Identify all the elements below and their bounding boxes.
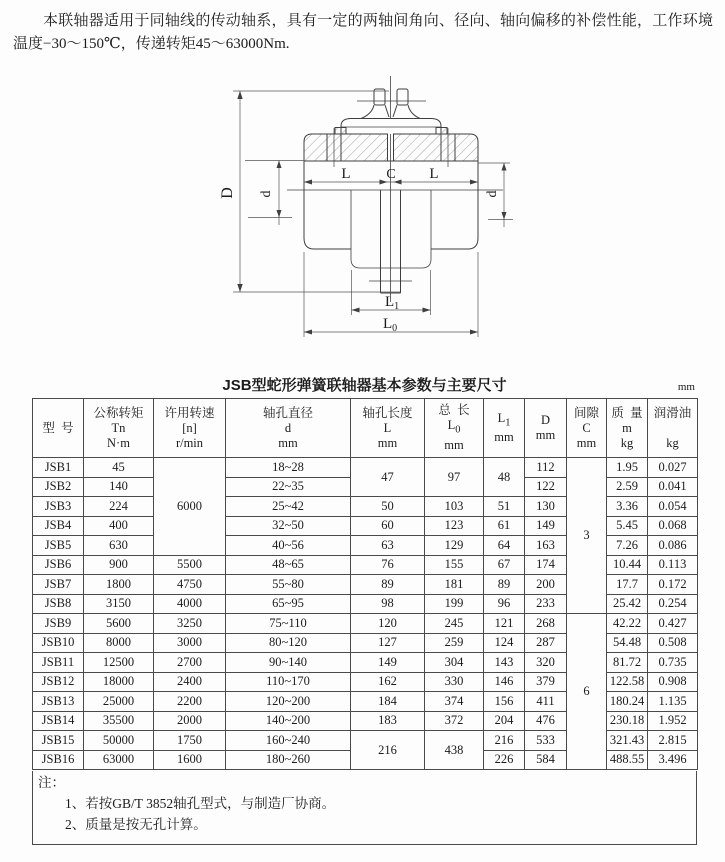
value-cell: 12500 (84, 653, 154, 673)
value-cell: 42.22 (607, 614, 648, 634)
value-cell: 199 (425, 594, 484, 614)
value-cell: 50 (351, 497, 425, 517)
value-cell: 123 (425, 516, 484, 536)
value-cell: 124 (484, 633, 525, 653)
table-unit-label: mm (677, 381, 695, 393)
value-cell: 1.135 (648, 692, 698, 712)
model-cell: JSB5 (33, 536, 84, 556)
value-cell: 630 (84, 536, 154, 556)
value-cell: 5600 (84, 614, 154, 634)
value-cell: 67 (484, 555, 525, 575)
value-cell: 2700 (154, 653, 226, 673)
value-cell: 55~80 (226, 575, 351, 595)
value-cell: 6 (567, 614, 607, 770)
value-cell: 216 (484, 731, 525, 751)
model-cell: JSB13 (33, 692, 84, 712)
value-cell: 63000 (84, 750, 154, 770)
col-header-7: D mm (525, 399, 567, 458)
model-cell: JSB11 (33, 653, 84, 673)
value-cell: 8000 (84, 633, 154, 653)
value-cell: 0.172 (648, 575, 698, 595)
value-cell: 259 (425, 633, 484, 653)
notes-label: 注： (38, 775, 65, 790)
value-cell: 122 (525, 477, 567, 497)
value-cell: 204 (484, 711, 525, 731)
model-cell: JSB1 (33, 458, 84, 478)
col-header-1: 公称转矩 Tn N·m (84, 399, 154, 458)
value-cell: 6000 (154, 458, 226, 556)
value-cell: 127 (351, 633, 425, 653)
value-cell: 245 (425, 614, 484, 634)
value-cell: 149 (351, 653, 425, 673)
col-header-6: $L_1$ mm (484, 399, 525, 458)
value-cell: 5.45 (607, 516, 648, 536)
value-cell: 18000 (84, 672, 154, 692)
dim-label-l0: $L_0$ (383, 316, 398, 334)
value-cell: 45 (84, 458, 154, 478)
model-cell: JSB6 (33, 555, 84, 575)
table-row (33, 614, 698, 634)
value-cell: 180~260 (226, 750, 351, 770)
model-cell: JSB4 (33, 516, 84, 536)
dim-label-outer-diameter: D (219, 187, 236, 199)
value-cell: 50000 (84, 731, 154, 751)
dim-label-bore-right: d (485, 190, 500, 198)
value-cell: 40~56 (226, 536, 351, 556)
value-cell: 0.427 (648, 614, 698, 634)
value-cell: 51 (484, 497, 525, 517)
value-cell: 76 (351, 555, 425, 575)
value-cell: 0.508 (648, 633, 698, 653)
value-cell: 155 (425, 555, 484, 575)
value-cell: 112 (525, 458, 567, 478)
value-cell: 10.44 (607, 555, 648, 575)
value-cell: 25~42 (226, 497, 351, 517)
value-cell: 162 (351, 672, 425, 692)
col-header-5: 总 长 $L_0$ mm (425, 399, 484, 458)
value-cell: 122.58 (607, 672, 648, 692)
value-cell: 54.48 (607, 633, 648, 653)
model-cell: JSB10 (33, 633, 84, 653)
value-cell: 98 (351, 594, 425, 614)
value-cell: 97 (425, 458, 484, 497)
dim-label-gap: C (386, 167, 396, 182)
dim-label-l1: $L_1$ (385, 294, 400, 312)
value-cell: 180.24 (607, 692, 648, 712)
value-cell: 120~200 (226, 692, 351, 712)
value-cell: 181 (425, 575, 484, 595)
value-cell: 25000 (84, 692, 154, 712)
col-header-10: 润滑油 kg (648, 399, 698, 458)
value-cell: 3.496 (648, 750, 698, 770)
note-item-2: 2、质量是按无孔计算。 (65, 817, 207, 832)
value-cell: 230.18 (607, 711, 648, 731)
value-cell: 64 (484, 536, 525, 556)
value-cell: 533 (525, 731, 567, 751)
value-cell: 18~28 (226, 458, 351, 478)
value-cell: 216 (351, 731, 425, 770)
value-cell: 411 (525, 692, 567, 712)
value-cell: 0.041 (648, 477, 698, 497)
value-cell: 1.952 (648, 711, 698, 731)
value-cell: 3000 (154, 633, 226, 653)
value-cell: 89 (351, 575, 425, 595)
value-cell: 224 (84, 497, 154, 517)
value-cell: 374 (425, 692, 484, 712)
value-cell: 48~65 (226, 555, 351, 575)
value-cell: 90~140 (226, 653, 351, 673)
model-cell: JSB7 (33, 575, 84, 595)
spec-table-head (33, 399, 698, 458)
model-cell: JSB16 (33, 750, 84, 770)
value-cell: 321.43 (607, 731, 648, 751)
value-cell: 372 (425, 711, 484, 731)
value-cell: 379 (525, 672, 567, 692)
spec-table-body (33, 458, 698, 770)
value-cell: 476 (525, 711, 567, 731)
value-cell: 121 (484, 614, 525, 634)
value-cell: 140 (84, 477, 154, 497)
col-header-8: 间隙 C mm (567, 399, 607, 458)
value-cell: 156 (484, 692, 525, 712)
value-cell: 0.735 (648, 653, 698, 673)
dim-label-hub-length-right: L (429, 166, 439, 182)
model-cell: JSB15 (33, 731, 84, 751)
value-cell: 438 (425, 731, 484, 770)
value-cell: 160~240 (226, 731, 351, 751)
value-cell: 226 (484, 750, 525, 770)
col-header-0: 型 号 (33, 399, 84, 458)
value-cell: 488.55 (607, 750, 648, 770)
value-cell: 0.086 (648, 536, 698, 556)
value-cell: 48 (484, 458, 525, 497)
value-cell: 1600 (154, 750, 226, 770)
value-cell: 0.908 (648, 672, 698, 692)
value-cell: 584 (525, 750, 567, 770)
value-cell: 75~110 (226, 614, 351, 634)
dim-label-bore-left: d (259, 190, 274, 198)
value-cell: 63 (351, 536, 425, 556)
value-cell: 81.72 (607, 653, 648, 673)
value-cell: 287 (525, 633, 567, 653)
col-header-2: 许用转速 [n] r/min (154, 399, 226, 458)
intro-paragraph: 本联轴器适用于同轴线的传动轴系，具有一定的两轴间角向、径向、轴向偏移的补偿性能，工作环境温度−30～150℃，传递转矩45～63000Nm. (13, 13, 713, 52)
model-cell: JSB12 (33, 672, 84, 692)
value-cell: 184 (351, 692, 425, 712)
value-cell: 0.054 (648, 497, 698, 517)
value-cell: 268 (525, 614, 567, 634)
value-cell: 61 (484, 516, 525, 536)
spec-table (32, 398, 698, 770)
value-cell: 1800 (84, 575, 154, 595)
value-cell: 320 (525, 653, 567, 673)
value-cell: 110~170 (226, 672, 351, 692)
value-cell: 3250 (154, 614, 226, 634)
model-cell: JSB3 (33, 497, 84, 517)
value-cell: 900 (84, 555, 154, 575)
value-cell: 2.815 (648, 731, 698, 751)
value-cell: 0.254 (648, 594, 698, 614)
model-cell: JSB8 (33, 594, 84, 614)
value-cell: 1.95 (607, 458, 648, 478)
value-cell: 2400 (154, 672, 226, 692)
value-cell: 200 (525, 575, 567, 595)
value-cell: 17.7 (607, 575, 648, 595)
value-cell: 65~95 (226, 594, 351, 614)
notes-box (32, 771, 697, 845)
value-cell: 129 (425, 536, 484, 556)
value-cell: 22~35 (226, 477, 351, 497)
value-cell: 2000 (154, 711, 226, 731)
value-cell: 183 (351, 711, 425, 731)
table-title: JSB型蛇形弹簧联轴器基本参数与主要尺寸 (222, 377, 507, 394)
value-cell: 163 (525, 536, 567, 556)
value-cell: 5500 (154, 555, 226, 575)
value-cell: 120 (351, 614, 425, 634)
table-caption-row (32, 374, 697, 394)
value-cell: 89 (484, 575, 525, 595)
value-cell: 7.26 (607, 536, 648, 556)
value-cell: 4750 (154, 575, 226, 595)
value-cell: 304 (425, 653, 484, 673)
coupling-section-diagram (0, 58, 725, 350)
value-cell: 3150 (84, 594, 154, 614)
value-cell: 80~120 (226, 633, 351, 653)
value-cell: 47 (351, 458, 425, 497)
value-cell: 32~50 (226, 516, 351, 536)
value-cell: 146 (484, 672, 525, 692)
dim-label-hub-length-left: L (341, 166, 351, 182)
value-cell: 4000 (154, 594, 226, 614)
value-cell: 3.36 (607, 497, 648, 517)
table-row (33, 458, 698, 478)
value-cell: 35500 (84, 711, 154, 731)
model-cell: JSB14 (33, 711, 84, 731)
value-cell: 130 (525, 497, 567, 517)
model-cell: JSB9 (33, 614, 84, 634)
part-outline (287, 76, 503, 302)
value-cell: 3 (567, 458, 607, 614)
col-header-4: 轴孔长度 L mm (351, 399, 425, 458)
col-header-9: 质 量 m kg (607, 399, 648, 458)
value-cell: 174 (525, 555, 567, 575)
value-cell: 149 (525, 516, 567, 536)
value-cell: 0.027 (648, 458, 698, 478)
value-cell: 96 (484, 594, 525, 614)
value-cell: 2200 (154, 692, 226, 712)
value-cell: 103 (425, 497, 484, 517)
value-cell: 233 (525, 594, 567, 614)
value-cell: 330 (425, 672, 484, 692)
value-cell: 1750 (154, 731, 226, 751)
value-cell: 400 (84, 516, 154, 536)
value-cell: 2.59 (607, 477, 648, 497)
note-item-1: 1、若按GB/T 3852轴孔型式，与制造厂协商。 (65, 796, 336, 811)
value-cell: 25.42 (607, 594, 648, 614)
value-cell: 0.113 (648, 555, 698, 575)
value-cell: 60 (351, 516, 425, 536)
value-cell: 140~200 (226, 711, 351, 731)
value-cell: 0.068 (648, 516, 698, 536)
model-cell: JSB2 (33, 477, 84, 497)
col-header-3: 轴孔直径 d mm (226, 399, 351, 458)
value-cell: 143 (484, 653, 525, 673)
